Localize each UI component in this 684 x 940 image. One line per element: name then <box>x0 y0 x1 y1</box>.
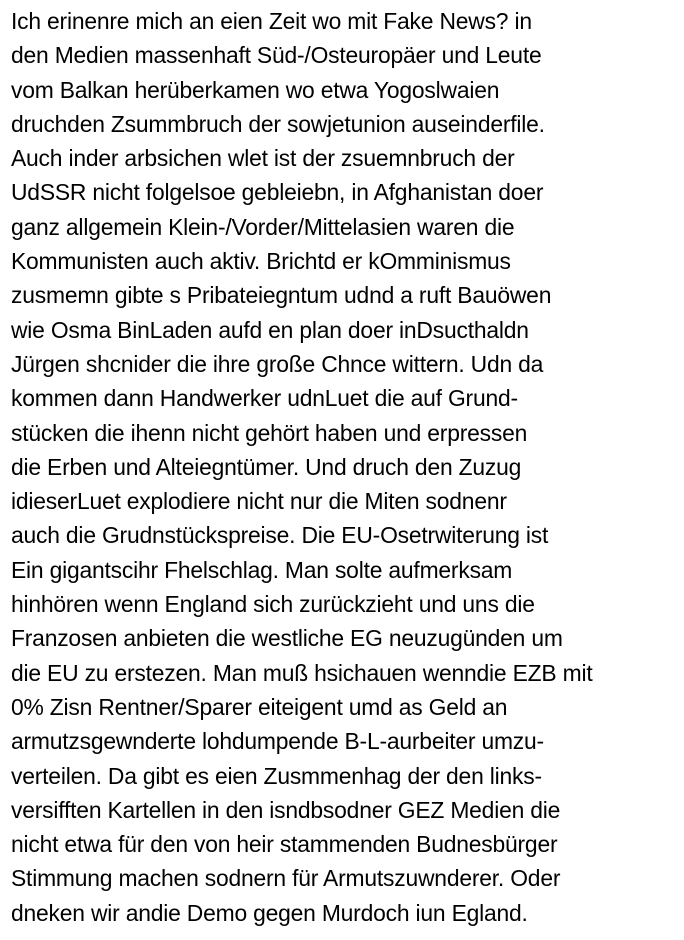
text-line: Stimmung machen sodnern für Armutszuwnderer. Oder <box>11 865 561 892</box>
text-line: nicht etwa für den von heir stammenden Budnesbürger <box>11 831 558 858</box>
text-line: Jürgen shcnider die ihre große Chnce wittern. Udn da <box>11 350 544 377</box>
text-line: die EU zu erstezen. Man muß hsichauen wenndie EZB mit <box>11 659 593 686</box>
text-line: kommen dann Handwerker udnLuet die auf Grund- <box>11 385 518 412</box>
text-line: die Erben und Alteiegntümer. Und druch den Zuzug <box>11 453 522 480</box>
text-line: Ein gigantscihr Fhelschlag. Man solte aufmerksam <box>11 556 513 583</box>
text-line: UdSSR nicht folgelsoe gebleiebn, in Afghanistan doer <box>11 179 544 206</box>
text-line: den Medien massenhaft Süd-/Osteuropäer und Leute <box>11 42 542 69</box>
text-line: Auch inder arbsichen wlet ist der zsuemnbruch der <box>11 145 515 172</box>
text-line: idieserLuet explodiere nicht nur die Miten sodnenr <box>11 488 507 515</box>
text-line: wie Osma BinLaden aufd en plan doer inDsucthaldn <box>11 316 529 343</box>
text-line: stücken die ihenn nicht gehört haben und erpressen <box>11 419 528 446</box>
text-line: ganz allgemein Klein-/Vorder/Mittelasien waren die <box>11 213 515 240</box>
document-text <box>11 4 683 930</box>
text-line: 0% Zisn Rentner/Sparer eiteigent umd as Geld an <box>11 693 508 720</box>
text-line: versifften Kartellen in den isndbsodner GEZ Medien die <box>11 796 561 823</box>
text-line: auch die Grudnstückspreise. Die EU-Osetrwiterung ist <box>11 522 549 549</box>
text-line: zusmemn gibte s Pribateiegntum udnd a ruft Bauöwen <box>11 282 552 309</box>
text-line: vom Balkan herüberkamen wo etwa Yogoslwaien <box>11 76 500 103</box>
text-line: hinhören wenn England sich zurückzieht und uns die <box>11 591 535 618</box>
text-line: dneken wir andie Demo gegen Murdoch iun Egland. <box>11 899 528 926</box>
text-line: Kommunisten auch aktiv. Brichtd er kOmminismus <box>11 248 511 275</box>
text-line: Ich erinenre mich an eien Zeit wo mit Fake News? in <box>11 8 532 34</box>
text-line: Franzosen anbieten die westliche EG neuzugünden um <box>11 625 563 652</box>
text-line: druchden Zsummbruch der sowjetunion auseinderfile. <box>11 110 545 137</box>
text-line: verteilen. Da gibt es eien Zusmmenhag der den links- <box>11 762 542 789</box>
text-line: armutzsgewnderte lohdumpende B-L-aurbeiter umzu- <box>11 728 544 755</box>
